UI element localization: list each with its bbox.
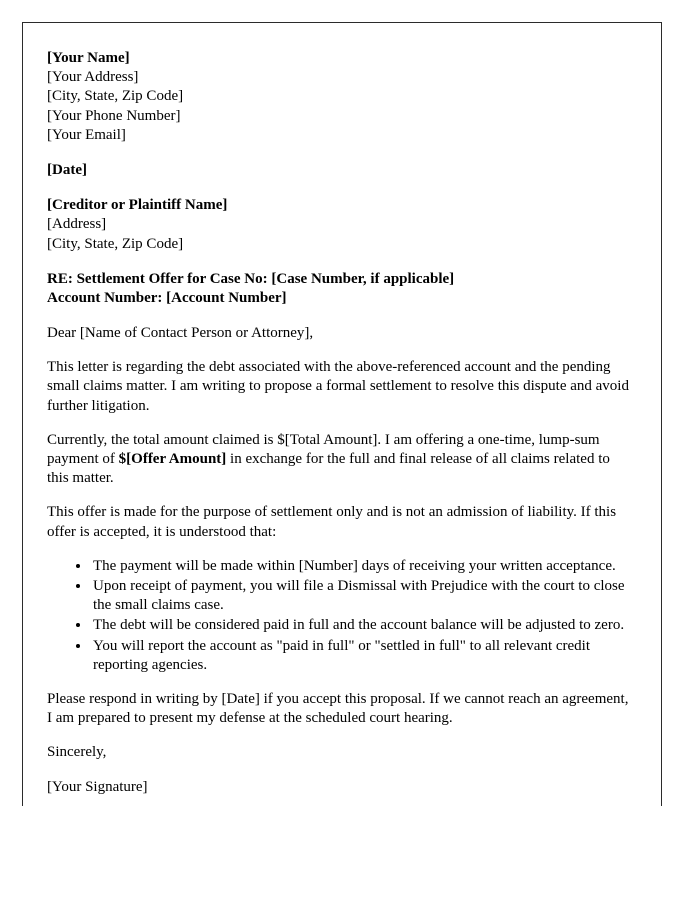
sender-address: [Your Address]: [47, 69, 139, 86]
list-item: • Upon receipt of payment, you will file a Dismissal with Prejudice with the court to close the small claims case.: [91, 577, 632, 615]
subject-re-line: RE: Settlement Offer for Case No: [Case Number, if applicable]: [47, 270, 455, 287]
signature-placeholder: [Your Signature]: [47, 779, 148, 796]
document-page: [22, 22, 662, 806]
offer-text-part-2: in exchange for the full and final release of all claims related to this matter.: [47, 451, 610, 487]
recipient-name: [Creditor or Plaintiff Name]: [47, 197, 228, 214]
paragraph-offer: [47, 431, 632, 489]
sender-city-state-zip: [City, State, Zip Code]: [47, 88, 184, 105]
paragraph-terms-intro: This offer is made for the purpose of settlement only and is not an admission of liability. If this offer is accepted, it is understood that:: [47, 504, 617, 540]
recipient-city-state-zip: [City, State, Zip Code]: [47, 235, 184, 252]
offer-text-part-1: Currently, the total amount claimed is $[Total Amount]. I am offering a one-time, lump-sum payment of: [47, 431, 600, 467]
list-item: • The debt will be considered paid in full and the account balance will be adjusted to zero.: [91, 616, 632, 635]
sender-phone: [Your Phone Number]: [47, 107, 181, 124]
offer-amount-value: $[Offer Amount]: [118, 451, 227, 467]
paragraph-response-request: Please respond in writing by [Date] if you accept this proposal. If we cannot reach an agreement, I am prepared to present my defense at the scheduled court hearing.: [47, 690, 629, 727]
sender-address-block: [47, 49, 632, 145]
paragraph-intro: This letter is regarding the debt associated with the above-referenced account and the pending small claims matter. I am writing to propose a formal settlement to resolve this dispute and avoid further litigation.: [47, 359, 629, 414]
subject-account-line: Account Number: [Account Number]: [47, 289, 287, 306]
terms-list: [47, 557, 632, 675]
recipient-address: [Address]: [47, 216, 107, 233]
closing-salutation: Sincerely,: [47, 744, 107, 761]
sender-email: [Your Email]: [47, 126, 126, 143]
list-item: • You will report the account as "paid in full" or "settled in full" to all relevant credit reporting agencies.: [91, 637, 632, 675]
subject-block: [47, 270, 632, 308]
letter-body: [47, 49, 632, 798]
sender-name: [Your Name]: [47, 50, 130, 66]
letter-date: [Date]: [47, 161, 87, 178]
salutation: Dear [Name of Contact Person or Attorney],: [47, 325, 314, 342]
list-item: • The payment will be made within [Number] days of receiving your written acceptance.: [91, 557, 632, 576]
recipient-address-block: [47, 196, 632, 254]
